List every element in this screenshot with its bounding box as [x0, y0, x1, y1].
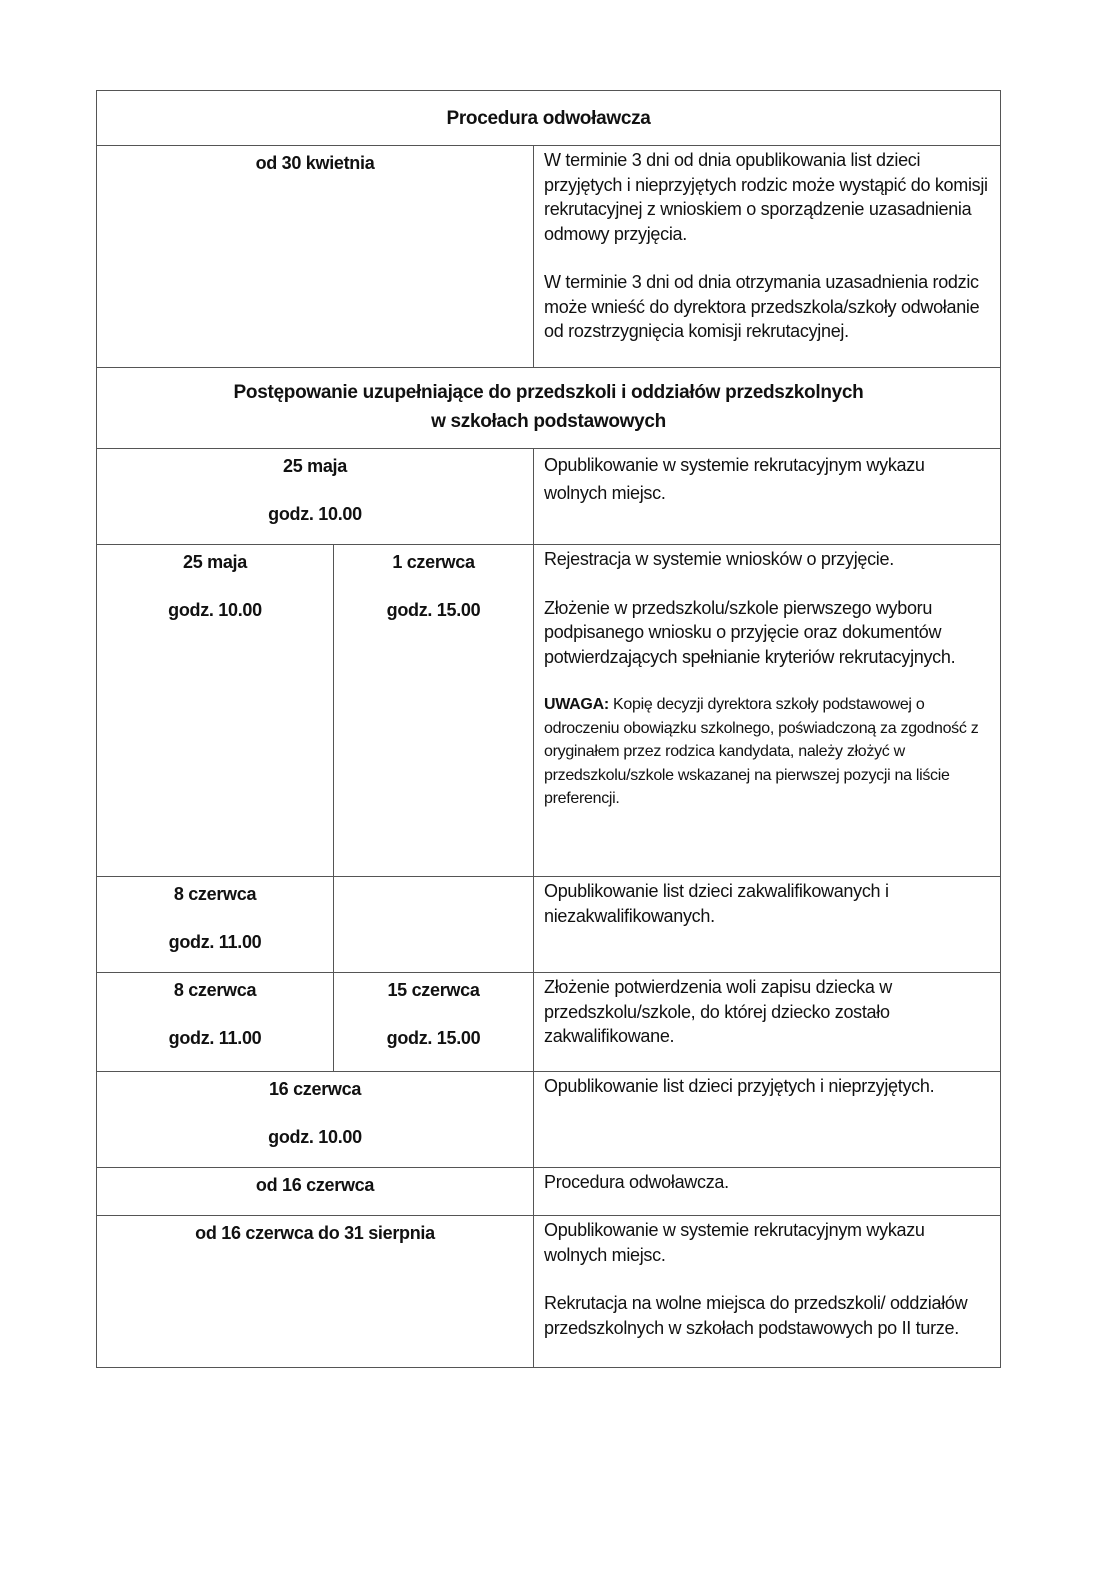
time-label: godz. 10.00	[268, 504, 362, 524]
description-text: Rekrutacja na wolne miejsca do przedszkoli/ oddziałów przedszkolnych w szkołach podstawowych po II turze.	[544, 1293, 968, 1338]
section-title: Procedura odwoławcza	[446, 108, 651, 129]
description-text: Złożenie potwierdzenia woli zapisu dziecka w przedszkolu/szkole, do której dziecko zostało zakwalifikowane.	[544, 977, 892, 1046]
note-label: UWAGA:	[544, 696, 609, 713]
description-text: Opublikowanie w systemie rekrutacyjnym wykazu wolnych miejsc.	[544, 455, 925, 503]
table-row	[97, 1216, 1001, 1368]
description-text: Rejestracja w systemie wniosków o przyjęcie.	[544, 549, 894, 569]
note	[544, 693, 990, 811]
description-text: Opublikowanie w systemie rekrutacyjnym wykazu wolnych miejsc.	[544, 1220, 925, 1265]
start-time-label: godz. 10.00	[168, 600, 262, 620]
end-time-label: godz. 15.00	[386, 1028, 481, 1048]
section-title-line: Postępowanie uzupełniające do przedszkoli i oddziałów przedszkolnych	[233, 382, 864, 403]
section-title-line: w szkołach podstawowych	[431, 411, 666, 432]
appeal-section-header	[97, 91, 1001, 146]
supplementary-section-header	[97, 368, 1001, 449]
table-row	[97, 146, 1001, 368]
end-time-label: godz. 15.00	[386, 600, 481, 620]
start-time-label: godz. 11.00	[168, 1028, 262, 1048]
table-row	[97, 973, 1001, 1072]
date-label: 16 czerwca	[268, 1079, 362, 1099]
table-row	[97, 1072, 1001, 1168]
date-label: od 16 czerwca	[255, 1175, 375, 1195]
start-date-label: 25 maja	[183, 552, 247, 572]
date-label: od 16 czerwca do 31 sierpnia	[195, 1223, 435, 1243]
description-text: Opublikowanie list dzieci przyjętych i nieprzyjętych.	[544, 1076, 935, 1096]
table-row	[97, 1168, 1001, 1216]
description-text: W terminie 3 dni od dnia otrzymania uzasadnienia rodzic może wnieść do dyrektora przedszkola/szkoły odwołanie od rozstrzygnięcia komisji rekrutacyjnej.	[544, 272, 980, 341]
end-date-label: 15 czerwca	[387, 980, 480, 1000]
empty-cell	[334, 877, 534, 973]
date-label: od 30 kwietnia	[255, 153, 375, 173]
start-time-label: godz. 11.00	[168, 932, 262, 952]
table-row	[97, 449, 1001, 545]
time-label: godz. 10.00	[268, 1127, 362, 1147]
description-text: Złożenie w przedszkolu/szkole pierwszego wyboru podpisanego wniosku o przyjęcie oraz dokumentów potwierdzających spełnianie kryteriów rekrutacyjnych.	[544, 597, 956, 667]
description-text: W terminie 3 dni od dnia opublikowania list dzieci przyjętych i nieprzyjętych rodzic może wystąpić do komisji rekrutacyjnej z wnioskiem o sporządzenie uzasadnienia odmowy przyjęcia.	[544, 150, 988, 244]
start-date-label: 8 czerwca	[173, 884, 257, 904]
schedule-table	[96, 90, 1001, 1368]
note-text: Kopię decyzji dyrektora szkoły podstawowej o odroczeniu obowiązku szkolnego, poświadczoną za zgodność z oryginałem przez rodzica kandydata, należy złożyć w przedszkolu/szkole wskazanej na pierwszej pozycji na liście preferencji.	[544, 696, 979, 807]
table-row	[97, 545, 1001, 877]
start-date-label: 8 czerwca	[173, 980, 257, 1000]
description-text: Procedura odwoławcza.	[544, 1172, 729, 1192]
table-row	[97, 877, 1001, 973]
description-text: Opublikowanie list dzieci zakwalifikowanych i niezakwalifikowanych.	[544, 881, 889, 926]
date-label: 25 maja	[283, 456, 347, 476]
end-date-label: 1 czerwca	[392, 552, 475, 572]
